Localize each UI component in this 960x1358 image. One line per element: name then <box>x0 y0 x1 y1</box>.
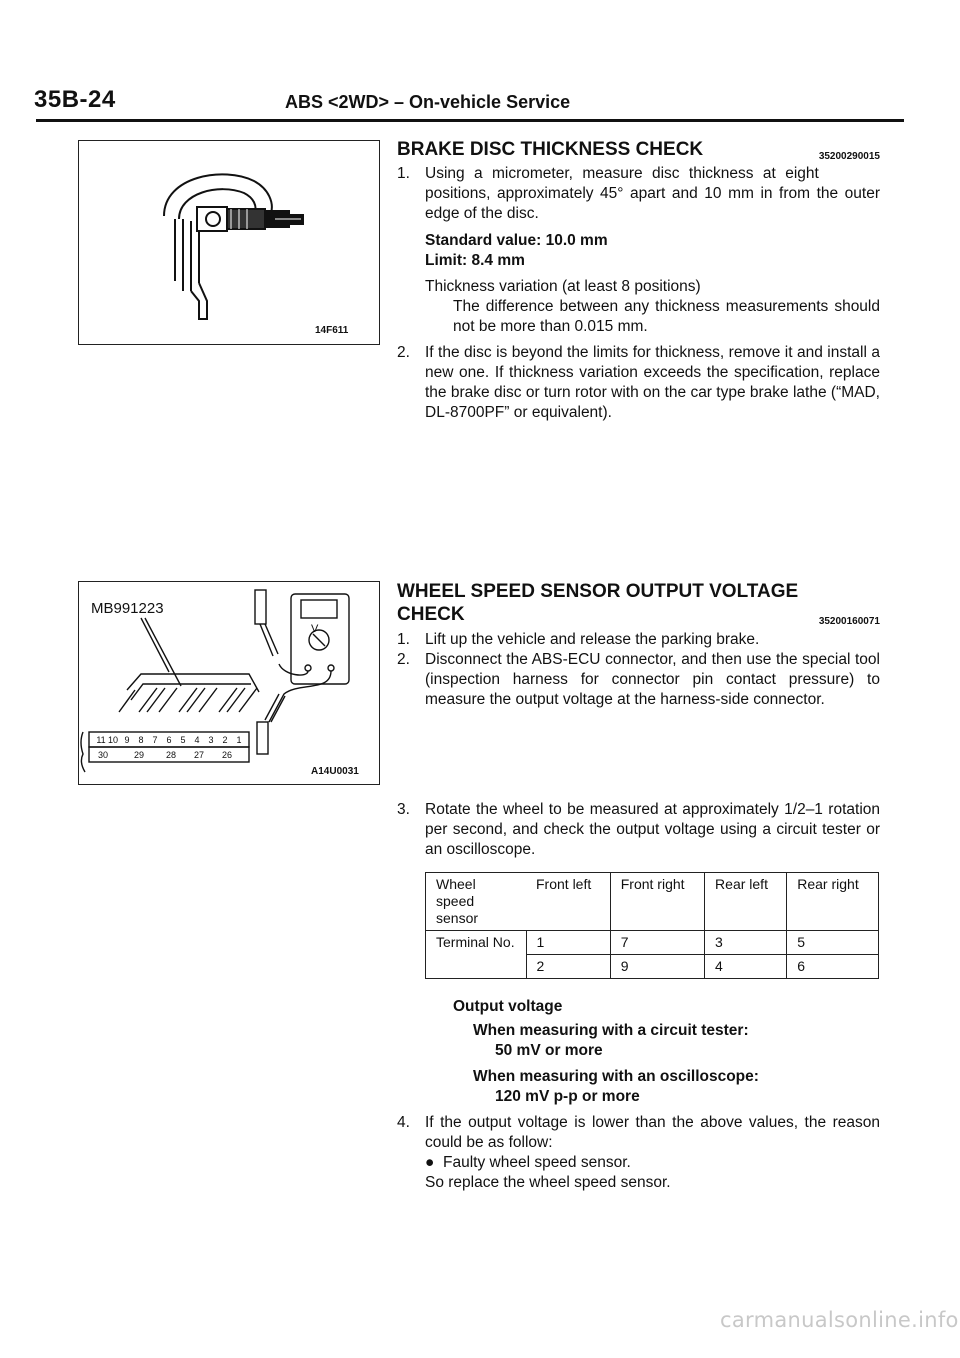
table-header-cell: Rear right <box>787 873 879 931</box>
bullet-icon: ● <box>425 1154 435 1171</box>
section-id: 35200290015 <box>818 151 880 162</box>
tester-condition: When measuring with a circuit tester: <box>473 1022 749 1039</box>
standard-value: Standard value: 10.0 mm <box>425 232 608 249</box>
scope-value: 120 mV p-p or more <box>495 1088 640 1105</box>
section-heading: WHEEL SPEED SENSOR OUTPUT VOLTAGE <box>397 581 799 602</box>
terminal-table <box>425 872 879 979</box>
tool-label: MB991223 <box>91 600 164 617</box>
pin-label: 7 <box>152 735 158 745</box>
table-cell: 1 <box>526 931 610 955</box>
pin-label: 27 <box>193 750 205 760</box>
tester-value: 50 mV or more <box>495 1042 603 1059</box>
pin-label: 4 <box>194 735 200 745</box>
figure-code: A14U0031 <box>311 766 359 777</box>
pin-label: 2 <box>222 735 228 745</box>
micrometer-illustration <box>79 141 379 344</box>
pin-label: 10 <box>107 735 119 745</box>
variation-title: Thickness variation (at least 8 positions) <box>425 278 701 295</box>
table-header-cell: Rear left <box>705 873 787 931</box>
table-cell: 4 <box>705 955 787 979</box>
table-row-header: Terminal No. <box>426 931 527 979</box>
table-cell: 6 <box>787 955 879 979</box>
table-header-cell: Front right <box>610 873 704 931</box>
section-id: 35200160071 <box>818 616 880 627</box>
figure-code: 14F611 <box>315 325 349 336</box>
table-cell: 2 <box>526 955 610 979</box>
pin-label: 30 <box>97 750 109 760</box>
final-instruction: So replace the wheel speed sensor. <box>425 1174 671 1191</box>
brake-disc-section <box>397 138 880 423</box>
page-title: ABS <2WD> – On-vehicle Service <box>285 92 571 112</box>
meter-label: V <box>311 623 319 635</box>
harness-figure <box>78 581 380 785</box>
variation-text: The difference between any thickness measurements should not be more than 0.015 mm. <box>453 298 880 335</box>
section-heading: BRAKE DISC THICKNESS CHECK 35200290015 <box>397 138 880 161</box>
step: 1. Lift up the vehicle and release the parking brake. <box>397 631 760 648</box>
step: 1. Using a micrometer, measure disc thickness at eight positions, approximately 45° apart and 10 mm in from the outer edge of the disc. <box>397 165 880 222</box>
pin-label: 5 <box>180 735 186 745</box>
pin-label: 28 <box>165 750 177 760</box>
step: 2. Disconnect the ABS-ECU connector, and then use the special tool (inspection harness for connector pin contact pressure) to measure the output voltage at the harness-side connector. <box>397 651 880 708</box>
step: 3. Rotate the wheel to be measured at approximately 1/2–1 rotation per second, and check the output voltage using a circuit tester or an oscilloscope. <box>397 801 880 858</box>
table-cell: 3 <box>705 931 787 955</box>
pin-label: 29 <box>133 750 145 760</box>
pin-label: 26 <box>221 750 233 760</box>
wheel-speed-continued <box>397 800 880 1193</box>
watermark: carmanualsonline.info <box>720 1308 959 1332</box>
table-header-cell: Front left <box>526 873 610 931</box>
pin-label: 3 <box>208 735 214 745</box>
limit-value: Limit: 8.4 mm <box>425 252 525 269</box>
scope-condition: When measuring with an oscilloscope: <box>473 1068 759 1085</box>
page-number: 35B-24 <box>34 86 116 113</box>
step: 4. If the output voltage is lower than the above values, the reason could be as follow: <box>397 1114 880 1151</box>
pin-label: 6 <box>166 735 172 745</box>
micrometer-figure <box>78 140 380 345</box>
output-voltage-title: Output voltage <box>453 998 563 1015</box>
table-cell: 5 <box>787 931 879 955</box>
header-rule <box>36 119 904 122</box>
step: 2. If the disc is beyond the limits for thickness, remove it and install a new one. If thickness variation exceeds the specification, replace the brake disc or turn rotor with on the car type brake lathe (“MAD, DL-8700PF” or equivalent). <box>397 344 880 421</box>
pin-label: 8 <box>138 735 144 745</box>
pin-label: 9 <box>124 735 130 745</box>
section-heading: CHECK 35200160071 <box>397 603 880 626</box>
pin-label: 11 <box>96 735 106 745</box>
pin-label: 1 <box>236 735 242 745</box>
bullet-item: ● Faulty wheel speed sensor. <box>425 1154 631 1171</box>
table-row-header: Wheel speed sensor <box>426 873 527 931</box>
wheel-speed-section <box>397 580 880 710</box>
table-cell: 7 <box>610 931 704 955</box>
table-cell: 9 <box>610 955 704 979</box>
